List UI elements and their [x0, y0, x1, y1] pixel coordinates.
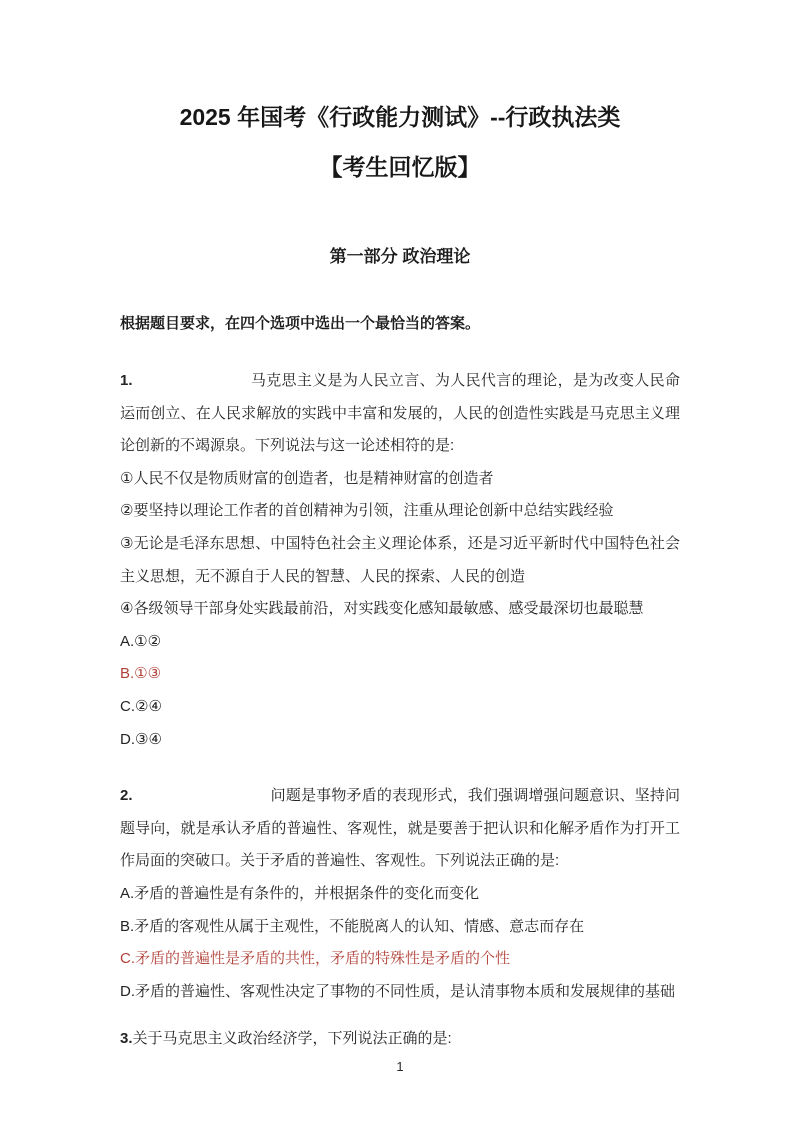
question-1-stem-line	[120, 365, 680, 463]
question-3-stem: 关于马克思主义政治经济学，下列说法正确的是:	[132, 1030, 452, 1048]
question-1-option-c: C.②④	[120, 697, 162, 715]
section-heading: 第一部分 政治理论	[329, 247, 471, 266]
document-title: 2025 年国考《行政能力测试》--行政执法类	[179, 104, 621, 130]
question-2-stem: 问题是事物矛盾的表现形式，我们强调增强问题意识、坚持问题导向，就是承认矛盾的普遍性、客观性，就是要善于把认识和化解矛盾作为打开工作局面的突破口。关于矛盾的普遍性、客观性。下列说法正确的是:	[120, 787, 680, 870]
question-1-stem: 马克思主义是为人民立言、为人民代言的理论，是为改变人民命运而创立、在人民求解放的实践中丰富和发展的，人民的创造性实践是马克思主义理论创新的不竭源泉。下列说法与这一论述相符的是:	[120, 372, 680, 455]
question-3-number: 3.	[120, 1030, 133, 1048]
question-1-option-d: D.③④	[120, 730, 162, 748]
question-2-option-a: A.矛盾的普遍性是有条件的，并根据条件的变化而变化	[120, 884, 480, 902]
question-3	[120, 1023, 680, 1056]
question-2-option-c-answer: C.矛盾的普遍性是矛盾的共性，矛盾的特殊性是矛盾的个性	[120, 950, 511, 968]
question-2-option-d: D.矛盾的普遍性、客观性决定了事物的不同性质，是认清事物本质和发展规律的基础	[120, 982, 676, 1000]
answer-blank-space	[133, 799, 271, 800]
question-1-option-b-answer: B.①③	[120, 665, 162, 683]
question-1-statement-1: ①人民不仅是物质财富的创造者，也是精神财富的创造者	[120, 469, 494, 487]
document-subtitle: 【考生回忆版】	[319, 154, 481, 180]
question-1-number: 1.	[120, 372, 133, 389]
question-1-statement-3: ③无论是毛泽东思想、中国特色社会主义理论体系，还是习近平新时代中国特色社会主义思想，无不源自于人民的智慧、人民的探索、人民的创造	[120, 534, 680, 585]
question-1-statement-2: ②要坚持以理论工作者的首创精神为引领，注重从理论创新中总结实践经验	[120, 502, 614, 520]
instruction-text: 根据题目要求，在四个选项中选出一个最恰当的答案。	[120, 315, 481, 332]
page-number: 1	[396, 1059, 404, 1074]
question-3-stem-line	[120, 1023, 680, 1056]
question-2-stem-line	[120, 780, 680, 878]
answer-blank-space	[133, 384, 251, 385]
question-1	[120, 365, 680, 756]
question-1-option-a: A.①②	[120, 632, 162, 650]
question-2-number: 2.	[120, 787, 133, 805]
question-2-option-b: B.矛盾的客观性从属于主观性，不能脱离人的认知、情感、意志而存在	[120, 917, 585, 935]
question-2	[120, 780, 680, 1008]
question-1-statement-4: ④各级领导干部身处实践最前沿，对实践变化感知最敏感、感受最深切也最聪慧	[120, 600, 644, 618]
